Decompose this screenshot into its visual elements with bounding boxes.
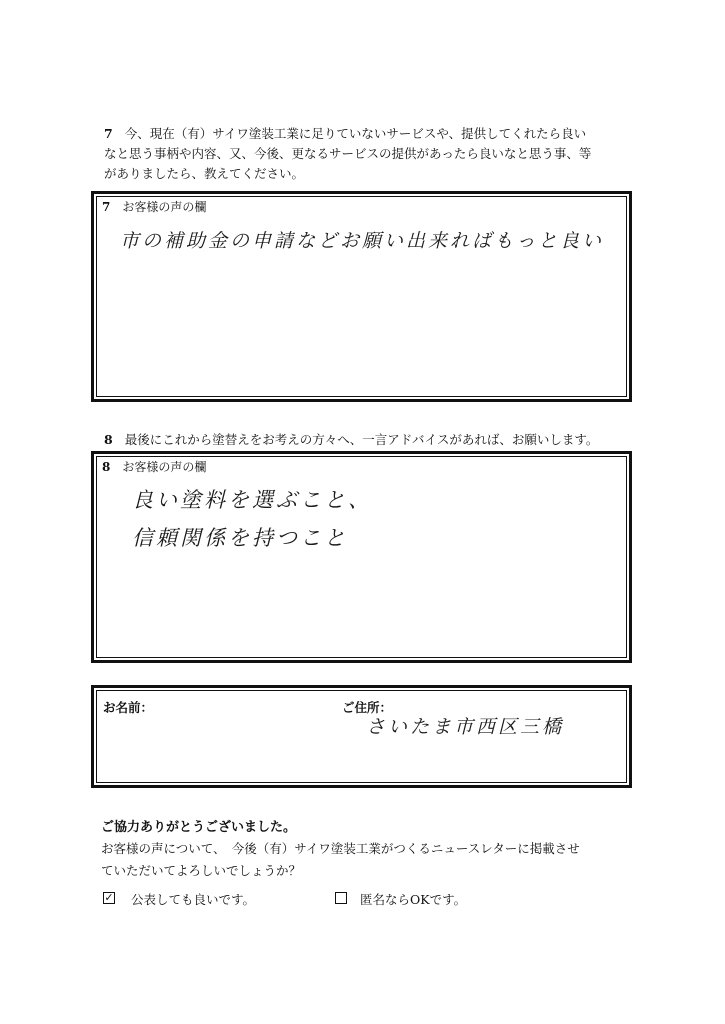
question-8-number: 8 (104, 432, 113, 447)
publish-request-line-1: お客様の声について、 今後（有）サイワ塗装工業がつくるニュースレターに掲載させ (101, 841, 580, 856)
box-7-number: 7 (102, 200, 111, 214)
question-8 (104, 430, 644, 450)
box-8-number: 8 (102, 460, 111, 474)
anonymous-ok-label: 匿名ならOKです。 (360, 892, 467, 907)
question-7-line-2: なと思う事柄や内容、又、今後、更なるサービスの提供があったら良いなと思う事、等 (104, 146, 592, 161)
question-7-line-1 (104, 124, 644, 144)
thanks-text: ご協力ありがとうございました。 (101, 820, 297, 835)
box-8-label-text: お客様の声の欄 (122, 460, 207, 474)
question-7-text-1: 今、現在（有）サイワ塗装工業に足りていないサービスや、提供してくれたら良い (124, 126, 587, 141)
customer-voice-box-8[interactable] (91, 451, 632, 663)
box-8-label (102, 458, 206, 475)
publish-request-line-2: ていただいてよろしいでしょうか？ (101, 863, 302, 878)
question-7 (104, 124, 644, 184)
box-7-handwritten-answer: 市の補助金の申請などお願い出来ればもっと良い (120, 230, 605, 252)
question-7-line-3: がありましたら、教えてください。 (104, 166, 305, 181)
question-8-text: 最後にこれから塗替えをお考えの方々へ、一言アドバイスがあれば、お願いします。 (124, 432, 599, 447)
customer-info-box[interactable] (91, 685, 632, 788)
customer-voice-box-7[interactable] (91, 191, 632, 402)
box-8-handwritten-line-2: 信頼関係を持つこと (132, 526, 348, 550)
box-7-label (102, 198, 206, 215)
anonymous-ok-checkbox[interactable] (335, 892, 347, 904)
box-8-handwritten-line-1: 良い塗料を選ぶこと、 (132, 488, 372, 512)
question-7-number: 7 (104, 126, 113, 141)
publish-ok-checkbox[interactable]: ✓ (104, 891, 114, 904)
address-label: ご住所： (342, 700, 393, 715)
address-handwritten: さいたま市西区三橋 (366, 716, 565, 738)
box-7-label-text: お客様の声の欄 (122, 200, 207, 214)
publish-ok-label: 公表しても良いです。 (131, 892, 256, 907)
name-label: お名前： (103, 700, 154, 715)
